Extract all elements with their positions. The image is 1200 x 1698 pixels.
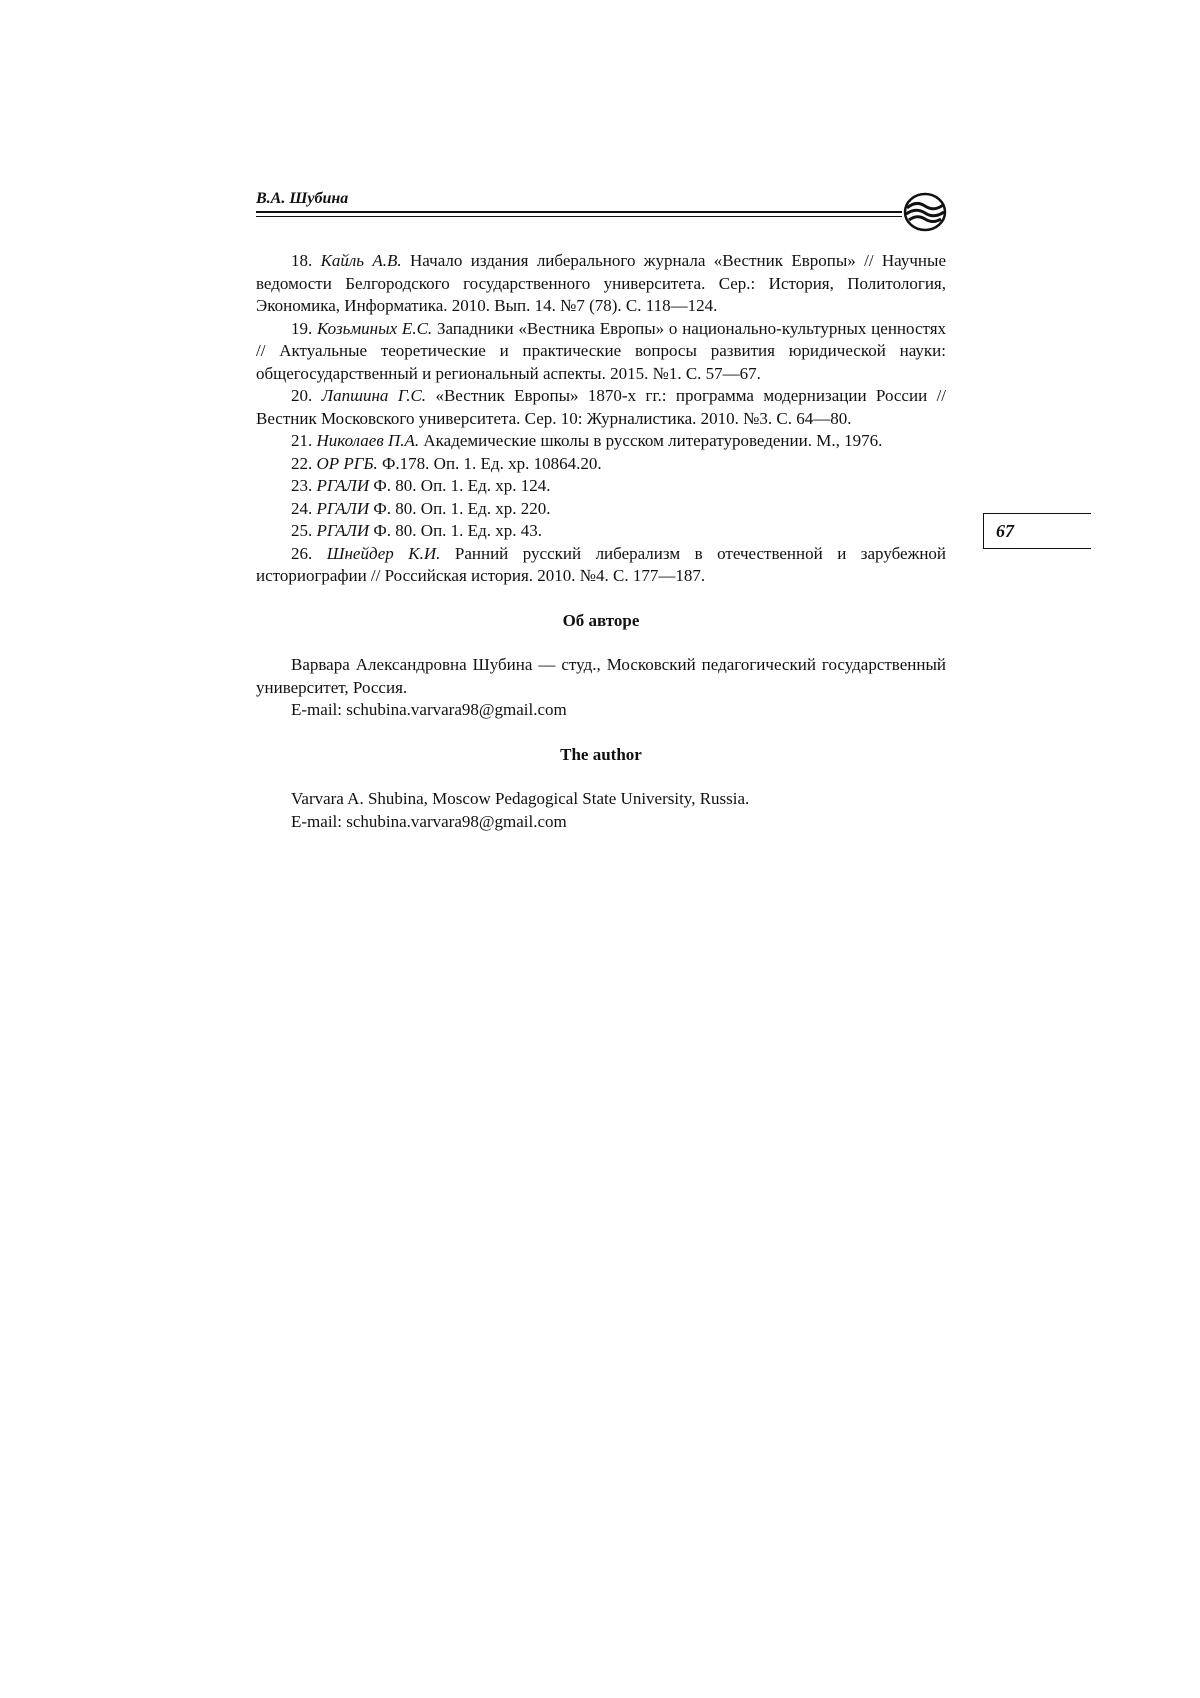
reference-number: 22.	[291, 453, 313, 473]
reference-number: 23.	[291, 476, 313, 495]
reference-author: РГАЛИ	[316, 498, 370, 518]
page-content	[256, 250, 946, 833]
reference-text: Ф.178. Оп. 1. Ед. хр. 10864.20.	[382, 453, 602, 473]
reference-item	[256, 475, 946, 498]
reference-author: Николаев П.А.	[316, 431, 420, 450]
reference-item	[256, 498, 946, 521]
running-head: В.А. Шубина	[256, 190, 349, 207]
reference-item	[256, 250, 946, 318]
about-author-en-email: E-mail: schubina.varvara98@gmail.com	[291, 811, 567, 831]
reference-text: Ранний русский либерализм в отечественной и зарубежной историографии // Российская история. 2010. №4. С. 177—187.	[256, 543, 947, 585]
reference-text: Ф. 80. Оп. 1. Ед. хр. 124.	[373, 476, 551, 495]
about-author-ru-bio: Варвара Александровна Шубина — студ., Московский педагогический государственный университет, Россия.	[256, 655, 946, 697]
reference-number: 18.	[291, 251, 313, 270]
reference-number: 21.	[291, 431, 313, 450]
page-number: 67	[996, 521, 1014, 541]
reference-item	[256, 385, 946, 430]
reference-text: «Вестник Европы» 1870-х гг.: программа модернизации России // Вестник Московского университета. Сер. 10: Журналистика. 2010. №3. С. 64—80.	[256, 386, 947, 428]
reference-number: 26.	[291, 543, 313, 563]
reference-author: Кайль А.В.	[320, 251, 402, 270]
reference-number: 25.	[291, 521, 313, 540]
header-rule-thick	[256, 211, 902, 213]
reference-author: Лапшина Г.С.	[321, 386, 427, 405]
about-author-en-bio: Varvara A. Shubina, Moscow Pedagogical State University, Russia.	[291, 789, 750, 808]
reference-author: РГАЛИ	[316, 476, 370, 495]
reference-text: Начало издания либерального журнала «Вестник Европы» // Научные ведомости Белгородского государственного университета. Сер.: История, Политология, Экономика, Информатика. 2010. Вып. 14. №7 (78). С. 118—124.	[256, 251, 946, 315]
reference-item	[256, 453, 946, 476]
header-rule-thin	[256, 216, 902, 217]
reference-item	[256, 430, 946, 453]
reference-list	[256, 250, 946, 588]
reference-number: 24.	[291, 498, 313, 518]
reference-text: Ф. 80. Оп. 1. Ед. хр. 43.	[373, 521, 542, 540]
reference-item	[256, 520, 946, 543]
reference-author: РГАЛИ	[316, 521, 370, 540]
reference-number: 19.	[291, 318, 313, 338]
reference-item	[256, 318, 946, 386]
reference-item	[256, 543, 946, 588]
reference-author: Козьминых Е.С.	[317, 318, 433, 338]
reference-author: ОР РГБ.	[316, 453, 378, 473]
about-author-ru-title: Об авторе	[562, 610, 640, 630]
reference-text: Западники «Вестника Европы» о национально-культурных ценностях // Актуальные теоретические и практические вопросы развития юридической науки: общегосударственный и региональный аспекты. 2015. №1. С. 57—67.	[256, 318, 947, 383]
reference-number: 20.	[291, 386, 313, 405]
about-author-ru-email: E-mail: schubina.varvara98@gmail.com	[291, 700, 567, 719]
page-number-box	[983, 513, 1091, 549]
reference-text: Академические школы в русском литературоведении. М., 1976.	[423, 431, 883, 450]
reference-text: Ф. 80. Оп. 1. Ед. хр. 220.	[373, 498, 551, 518]
journal-logo-icon	[902, 191, 948, 233]
reference-author: Шнейдер К.И.	[326, 543, 441, 563]
about-author-en-title: The author	[560, 744, 642, 764]
